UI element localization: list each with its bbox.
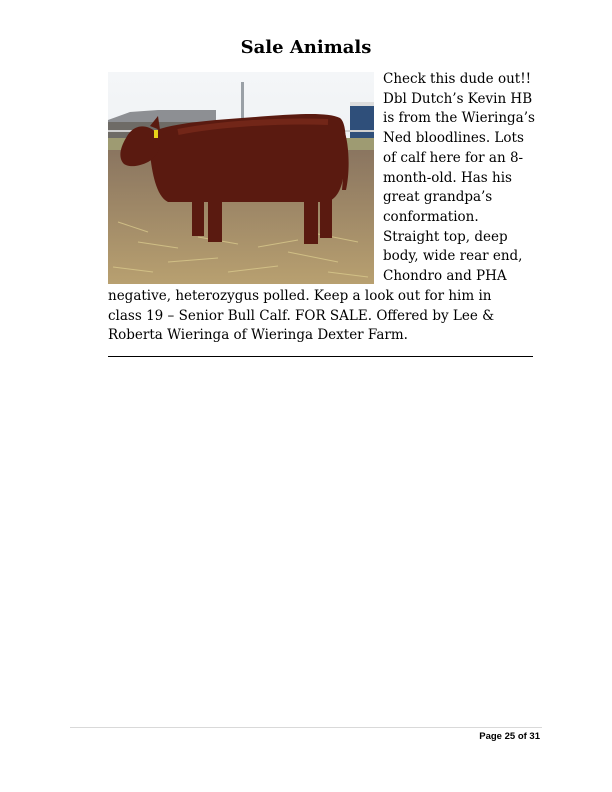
text-line: month-old. Has his <box>383 169 512 186</box>
text-line: Straight top, deep <box>383 228 508 245</box>
text-line: Chondro and PHA <box>383 268 507 285</box>
text-line: conformation. <box>383 208 479 225</box>
section-divider <box>108 356 533 357</box>
description-side-text <box>383 70 553 287</box>
text-line: Roberta Wieringa of Wieringa Dexter Farm. <box>108 327 408 344</box>
page-label: Page <box>479 731 502 742</box>
text-line: negative, heterozygus polled. Keep a look out for him in <box>108 288 492 304</box>
page-footer <box>479 731 540 742</box>
footer-divider <box>70 727 542 728</box>
bull-calf-photo <box>108 72 374 284</box>
text-line: great grandpa’s <box>383 189 493 206</box>
text-line: Ned bloodlines. Lots <box>383 130 524 147</box>
text-line: class 19 – Senior Bull Calf. FOR SALE. Offered by Lee & <box>108 307 495 324</box>
text-line: Dbl Dutch’s Kevin HB <box>383 90 533 107</box>
text-line: of calf here for an 8- <box>383 149 524 166</box>
page-title: Sale Animals <box>240 37 372 58</box>
text-line: Check this dude out!! <box>383 71 532 87</box>
of-label: of <box>517 731 527 742</box>
description-full-text <box>108 287 548 346</box>
page-total: 31 <box>529 731 540 742</box>
text-line: is from the Wieringa’s <box>383 110 535 127</box>
text-line: body, wide rear end, <box>383 248 523 265</box>
page-number: 25 <box>504 731 516 742</box>
